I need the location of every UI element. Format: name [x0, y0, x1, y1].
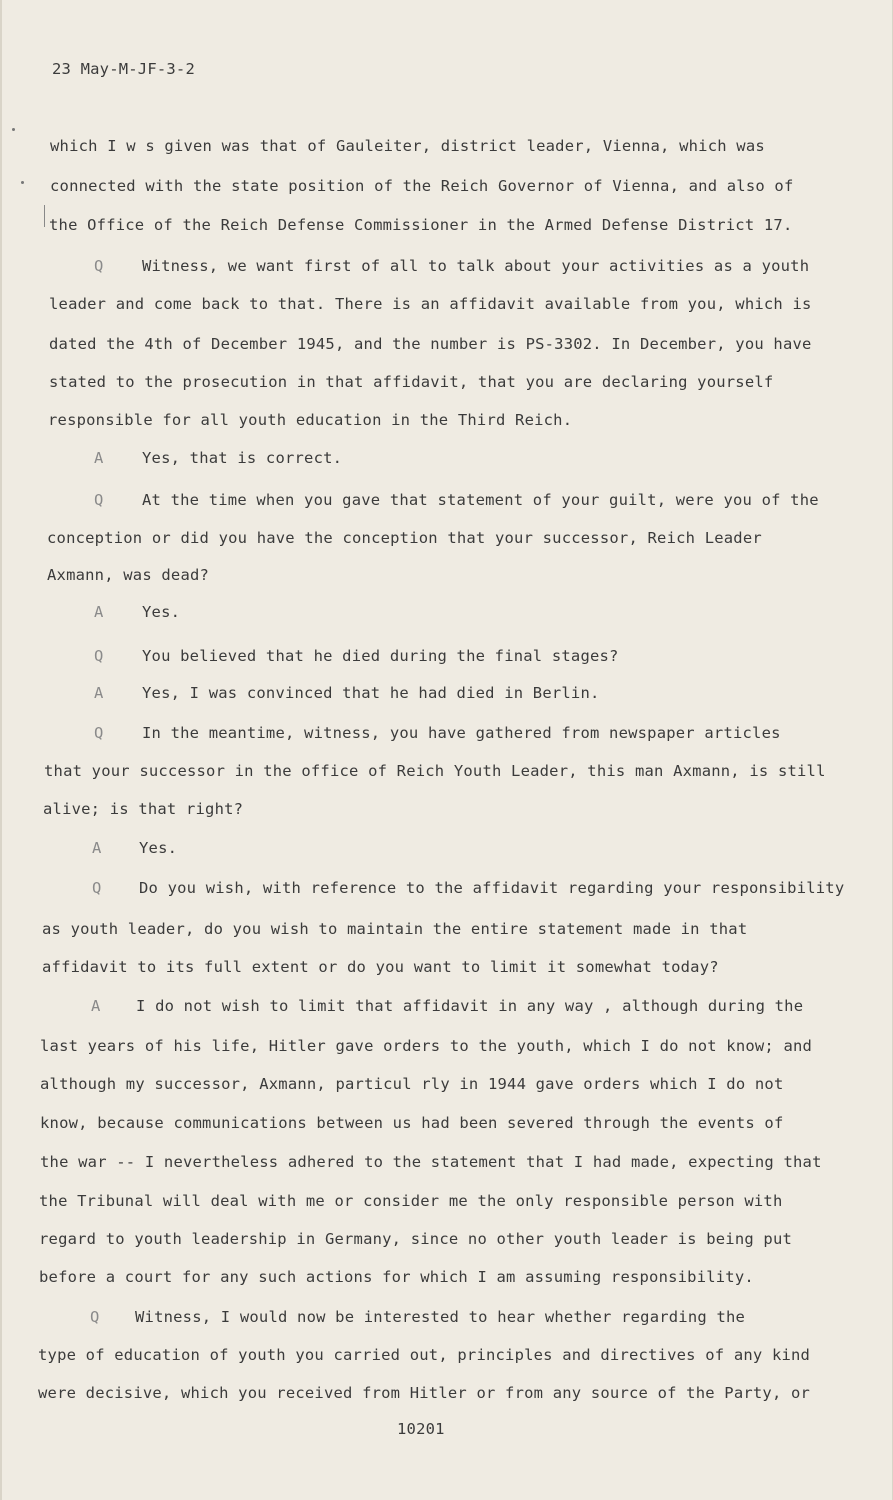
- margin-mark: [21, 181, 24, 184]
- page-number: 10201: [397, 1420, 445, 1438]
- speaker-a: A: [92, 839, 102, 857]
- body-line: the Tribunal will deal with me or consider me the only responsible person with: [39, 1192, 783, 1210]
- speaker-q: Q: [94, 647, 104, 665]
- body-line: type of education of youth you carried out, principles and directives of any kind: [38, 1346, 811, 1364]
- page-reference: 23 May-M-JF-3-2: [52, 60, 195, 78]
- speaker-q: Q: [90, 1308, 100, 1326]
- body-line: stated to the prosecution in that affidavit, that you are declaring yourself: [49, 373, 774, 391]
- body-line: the war -- I nevertheless adhered to the statement that I had made, expecting that: [40, 1153, 822, 1171]
- body-line: alive; is that right?: [43, 800, 244, 818]
- body-line: In the meantime, witness, you have gathered from newspaper articles: [142, 724, 781, 742]
- speaker-a: A: [94, 449, 104, 467]
- body-line: I do not wish to limit that affidavit in any way , although during the: [136, 997, 804, 1015]
- body-line: At the time when you gave that statement of your guilt, were you of the: [142, 491, 819, 509]
- body-line: Yes, that is correct.: [142, 449, 343, 467]
- body-line: dated the 4th of December 1945, and the number is PS-3302. In December, you have: [49, 335, 812, 353]
- body-line: although my successor, Axmann, particul rly in 1944 gave orders which I do not: [40, 1075, 784, 1093]
- body-line: connected with the state position of the Reich Governor of Vienna, and also of: [50, 177, 794, 195]
- body-line: before a court for any such actions for which I am assuming responsibility.: [39, 1268, 754, 1286]
- body-line: Yes, I was convinced that he had died in Berlin.: [142, 684, 600, 702]
- body-line: Do you wish, with reference to the affidavit regarding your responsibility: [139, 879, 845, 897]
- body-line: Witness, I would now be interested to hear whether regarding the: [135, 1308, 746, 1326]
- speaker-a: A: [94, 603, 104, 621]
- body-line: Yes.: [139, 839, 178, 857]
- margin-tick: [44, 205, 45, 227]
- body-line: know, because communications between us had been severed through the events of: [40, 1114, 784, 1132]
- margin-mark: [12, 128, 15, 131]
- speaker-q: Q: [94, 491, 104, 509]
- speaker-q: Q: [92, 879, 102, 897]
- speaker-a: A: [94, 684, 104, 702]
- body-line: responsible for all youth education in the Third Reich.: [48, 411, 573, 429]
- body-line: which I w s given was that of Gauleiter, district leader, Vienna, which was: [50, 137, 765, 155]
- body-line: You believed that he died during the final stages?: [142, 647, 619, 665]
- body-line: Yes.: [142, 603, 181, 621]
- speaker-q: Q: [94, 724, 104, 742]
- body-line: conception or did you have the conception that your successor, Reich Leader: [47, 529, 762, 547]
- body-line: Axmann, was dead?: [47, 566, 210, 584]
- body-line: as youth leader, do you wish to maintain the entire statement made in that: [42, 920, 748, 938]
- speaker-q: Q: [94, 257, 104, 275]
- body-line: were decisive, which you received from Hitler or from any source of the Party, or: [38, 1384, 811, 1402]
- body-line: affidavit to its full extent or do you want to limit it somewhat today?: [42, 958, 719, 976]
- body-line: leader and come back to that. There is an affidavit available from you, which is: [49, 295, 812, 313]
- body-line: the Office of the Reich Defense Commissioner in the Armed Defense District 17.: [49, 216, 793, 234]
- body-line: regard to youth leadership in Germany, since no other youth leader is being put: [39, 1230, 793, 1248]
- body-line: Witness, we want first of all to talk about your activities as a youth: [142, 257, 810, 275]
- body-line: last years of his life, Hitler gave orders to the youth, which I do not know; and: [40, 1037, 813, 1055]
- body-line: that your successor in the office of Reich Youth Leader, this man Axmann, is still: [44, 762, 826, 780]
- speaker-a: A: [91, 997, 101, 1015]
